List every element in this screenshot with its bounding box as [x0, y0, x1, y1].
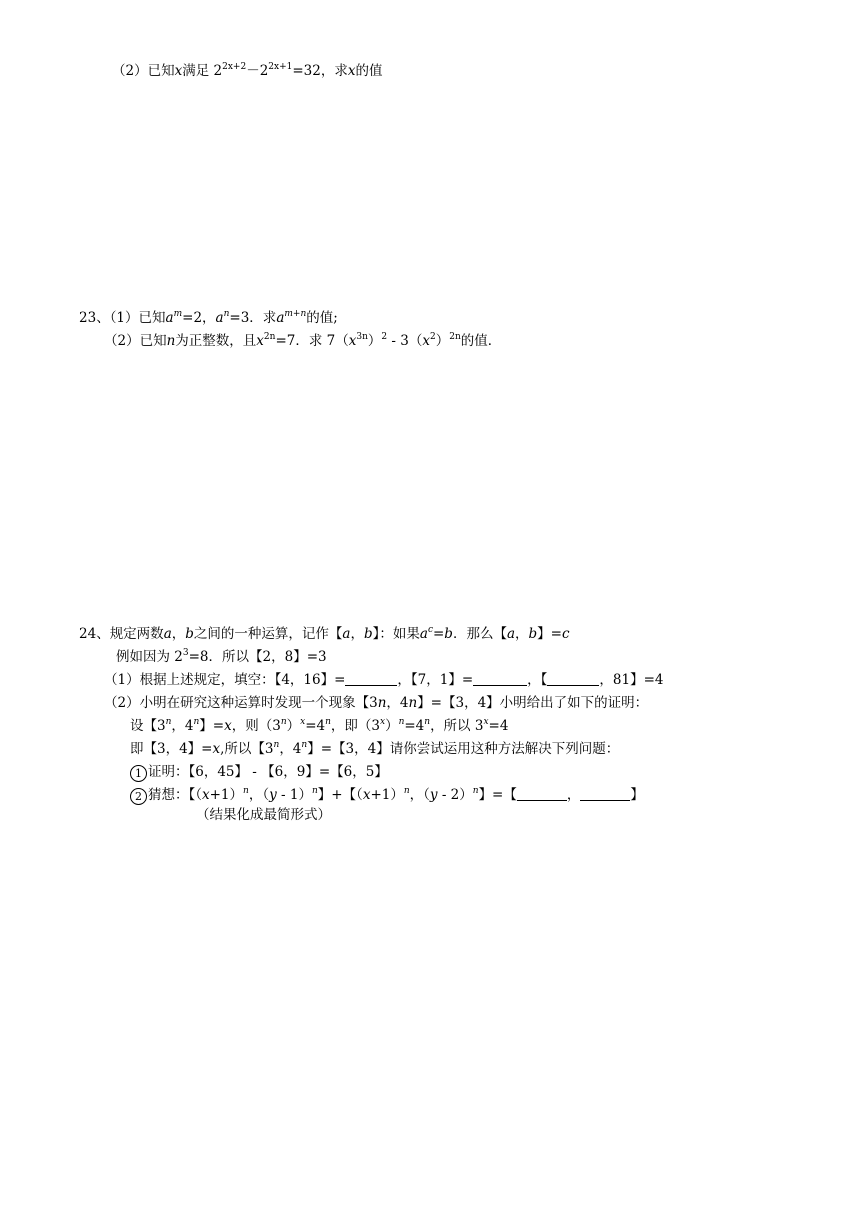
q24-example: 例如因为 $2^3=8$．所以【2，8】=3	[116, 648, 327, 665]
q23-part2: （2）已知n为正整数，且$x^{2n}=7$．求 $7(x^{3n})^2 - 3(x^2)^{2n}$的值．	[104, 332, 502, 349]
q23-part1: 23、（1）已知$a^m=2$，$a^n=3$．求$a^{m+n}$的值;	[79, 309, 338, 326]
q24-intro: 24、规定两数a，b之间的一种运算，记作【a，b】：如果$a^c=b$．那么【a，b】=c	[79, 625, 570, 642]
q24-note: （结果化成最简形式）	[196, 807, 331, 823]
answer-blank[interactable]	[345, 672, 397, 686]
answer-blank[interactable]	[547, 672, 599, 686]
q22-part2: （2）已知x满足 $2^{2x+2}-2^{2x+1}=32$，求x的值	[112, 62, 383, 79]
answer-blank[interactable]	[473, 672, 527, 686]
q24-item1: 1 证明：【6，45】 - 【6，9】=【6，5】	[130, 763, 388, 782]
q24-proof-line1: 设【3$^n$，$4^n$】=x，则$(3^n)^x=4^n$，即$(3^x)^n=4^n$，所以 $3^x=4$	[130, 717, 509, 734]
q24-proof-line2: 即【3，4】=x,所以【3$^n$，$4^n$】=【3，4】请你尝试运用这种方法解决下列问题：	[130, 740, 620, 757]
question-number: 24	[79, 626, 97, 642]
q24-part1: （1）根据上述规定，填空：【4，16】= ，【7，1】= ，【 ，81】=4	[104, 672, 664, 688]
q24-item2: 2 猜想：【$(x+1)^n$，（y - 1）$^n$】+【$(x+1)^n$，（y - 2）$^n$】=【 ， 】	[130, 786, 644, 805]
circled-number-1: 1	[130, 765, 147, 782]
circled-number-2: 2	[130, 788, 147, 805]
answer-blank[interactable]	[580, 787, 630, 801]
answer-blank[interactable]	[517, 787, 567, 801]
question-number: 23	[79, 310, 97, 326]
q24-part2: （2）小明在研究这种运算时发现一个现象【3n，4n】=【3，4】小明给出了如下的证明：	[104, 695, 649, 711]
